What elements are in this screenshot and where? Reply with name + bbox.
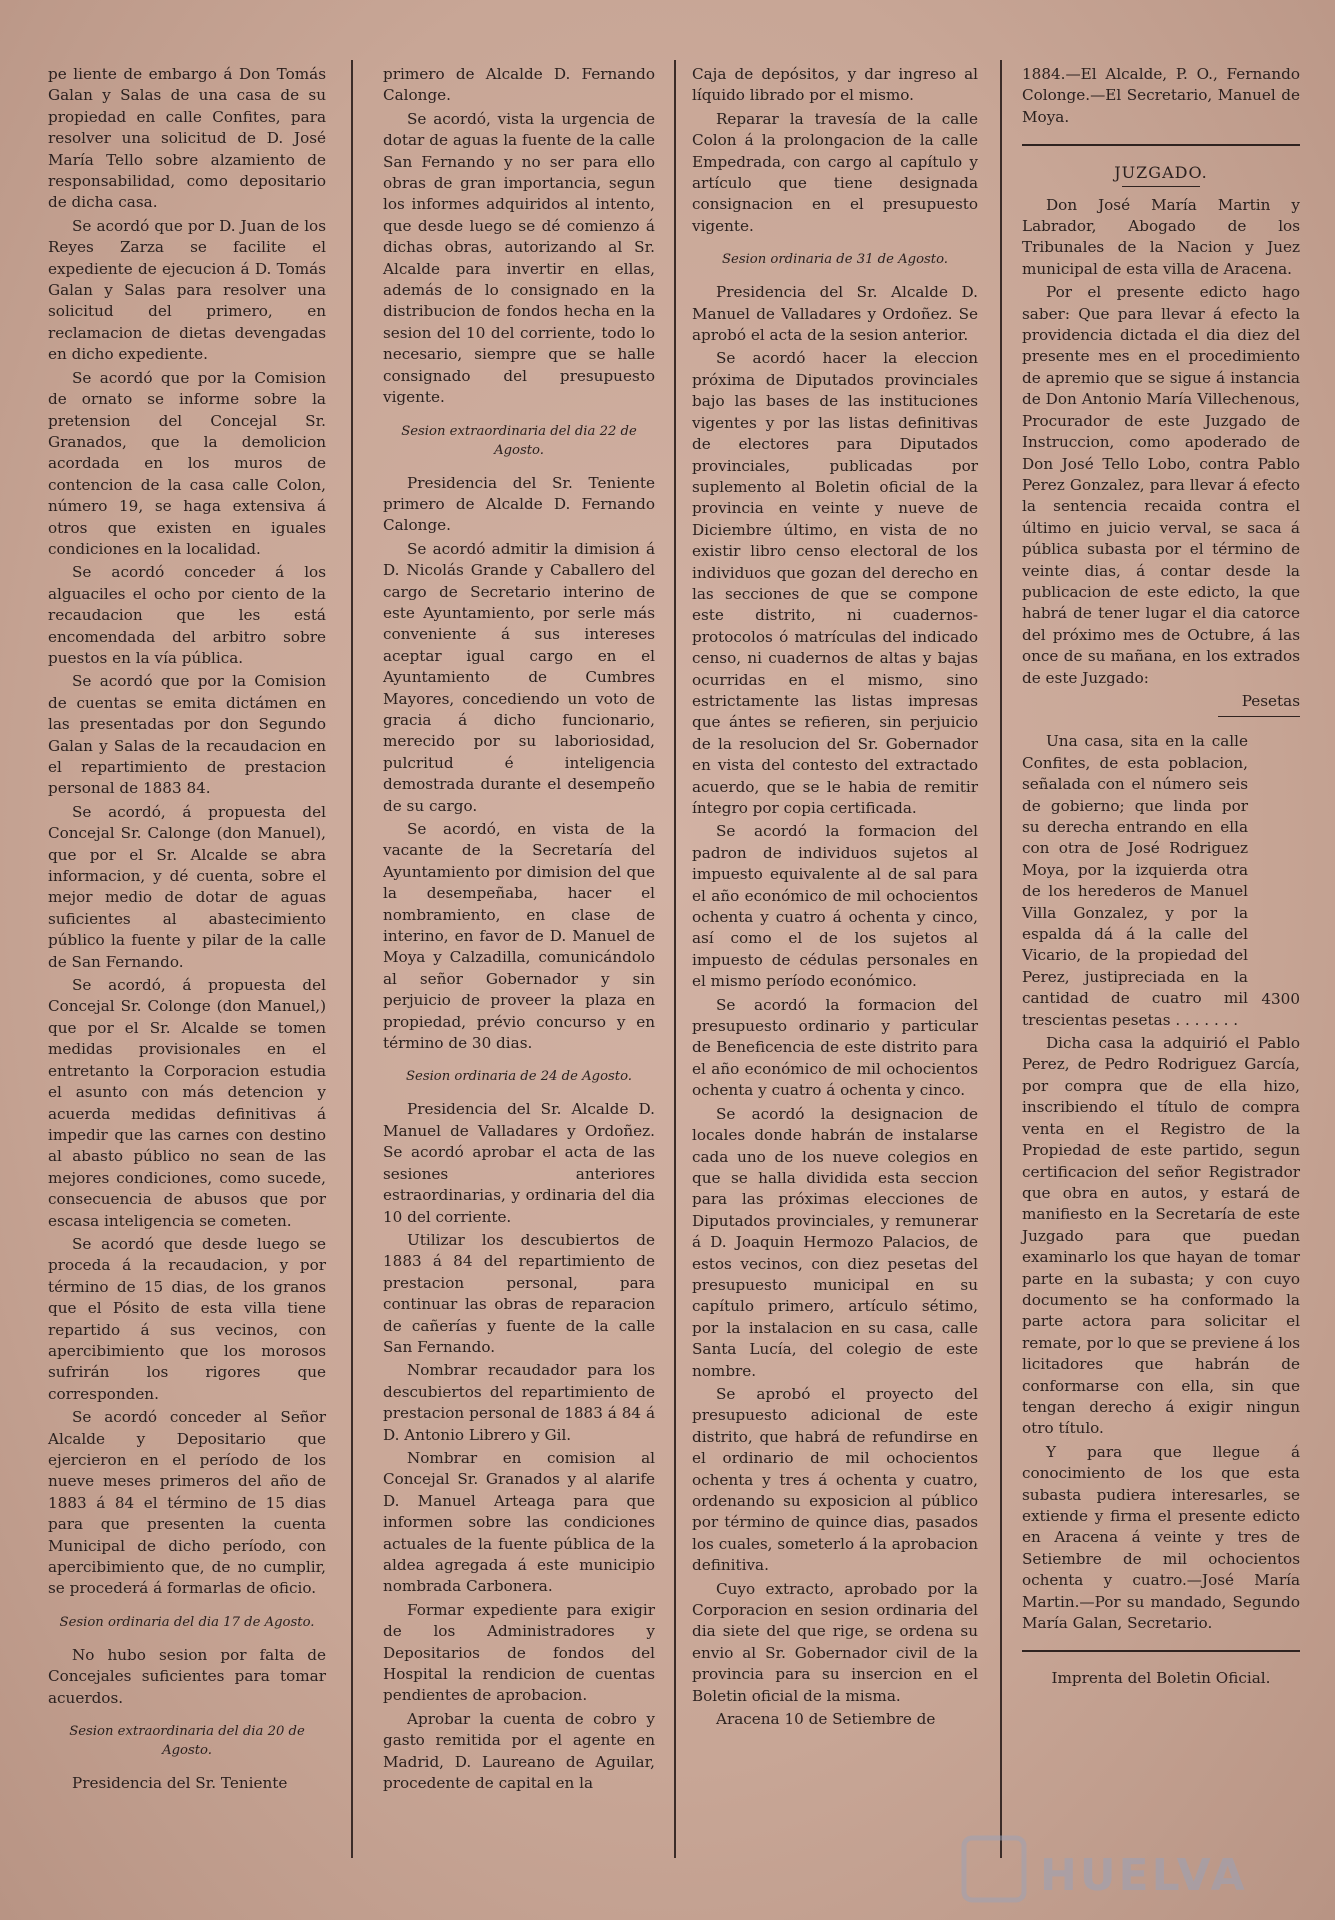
section-heading: JUZGADO. (1114, 163, 1208, 183)
paragraph: Presidencia del Sr. Teniente primero de Alcalde D. Fernando Calonge. (383, 473, 655, 535)
paragraph: Cuyo extracto, aprobado por la Corporacion en sesion ordinaria del dia siete del que rige, se ordena su envio al Sr. Gobernador civil de la provincia para su insercion en el Boletin oficial de la misma. (692, 1579, 978, 1705)
paragraph: Dicha casa la adquirió el Pablo Perez, de Pedro Rodriguez García, por compra que de ella hizo, inscribiendo el título de compra venta en el Registro de la Propiedad de este partido, segun certificacion del señor Registrador que obra en autos, y estará de manifiesto en la Secretaría de este Juzgado para que puedan examinarlo los que hayan de tomar parte en la subasta; y con cuyo documento se ha conformado la parte actora para solicitar el remate, por lo que se previene á los licitadores que habrán de conformarse con ella, sin que tengan derecho á exigir ningun otro título. (1022, 1034, 1300, 1438)
edict-body (1022, 1033, 1300, 1634)
paragraph: Se acordó conceder al Señor Alcalde y Depositario que ejercieron en el período de los nueve meses primeros del año de 1883 á 84 el término de 15 dias para que presenten la cuenta Municipal de dicho período, con apercibimiento que, de no cumplir, se procederá á formarlas de oficio. (48, 1408, 326, 1598)
paragraph: Y para que llegue á conocimiento de los que esta subasta pudiera interesarles, se extiende y firma el presente edicto en Aracena á veinte y tres de Setiembre de mil ochocientos ochenta y cuatro.—José María Martin.—Por su mandado, Segundo María Galan, Secretario. (1022, 1442, 1300, 1633)
pesetas-label: Pesetas (1241, 691, 1300, 710)
paragraph: Se acordó, á propuesta del Concejal Sr. Calonge (don Manuel), que por el Sr. Alcalde se abra informacion, y dé cuenta, sobre el mejor medio de dotar de aguas suficientes al abastecimiento público la fuente y pilar de la calle de San Fernando. (48, 802, 326, 971)
signature-line: 1884.—El Alcalde, P. O., Fernando Colonge.—El Secretario, Manuel de Moya. (1022, 65, 1300, 126)
paragraph: Se acordó que por D. Juan de los Reyes Zarza se facilite el expediente de ejecucion á D. Tomás Galan y Salas para resolver una solicitud del primero, en reclamacion de dietas devengadas en dicho expediente. (48, 216, 326, 364)
paragraph: Se acordó que por la Comision de ornato se informe sobre la pretension del Concejal Sr. Granados, que la demolicion acordada en los muros de contencion de la casa calle Colon, número 19, se haga extensiva á otros que existen en iguales condiciones en la localidad. (48, 368, 326, 558)
column-3 (692, 64, 978, 1732)
paragraph: Se acordó la designacion de locales donde habrán de instalarse cada uno de los nueve colegios en que se halla dividida esta seccion para las próximas elecciones de Diputados provinciales, y remunerar á D. Joaquin Hermozo Palacios, de estos vecinos, con diez pesetas del presupuesto municipal en su capítulo primero, artículo sétimo, por la instalacion en su casa, calle Santa Lucía, del colegio de este nombre. (692, 1104, 978, 1380)
paragraph: Nombrar recaudador para los descubiertos del repartimiento de prestacion personal de 1883 á 84 á D. Antonio Librero y Gil. (383, 1361, 655, 1444)
watermark-text: HUELVA (1040, 1850, 1248, 1901)
paragraph: Aprobar la cuenta de cobro y gasto remitida por el agente en Madrid, D. Laureano de Aguilar, procedente de capital en la (383, 1709, 655, 1793)
footer-rule (1022, 1650, 1300, 1652)
paragraph: Se acordó, á propuesta del Concejal Sr. Colonge (don Manuel,) que por el Sr. Alcalde se tomen medidas provisionales en el entretanto la Corporacion estudia el asunto con más detencion y acuerda medidas definitivas á impedir que las carnes con destino al abasto público no sean de las mejores condiciones, como sucede, consecuencia de abusos que por escasa inteligencia se cometen. (48, 976, 326, 1230)
paragraph: Se acordó admitir la dimision á D. Nicolás Grande y Caballero del cargo de Secretario interino de este Ayuntamiento, por serle más conveniente á sus intereses aceptar igual cargo en el Ayuntamiento de Cumbres Mayores, concediendo un voto de gracia á dicho funcionario, merecido por su laboriosidad, pulcritud é inteligencia demostrada durante el desempeño de su cargo. (383, 539, 655, 815)
session-heading: Sesion ordinaria de 24 de Agosto. (405, 1069, 632, 1085)
property-entry (1022, 731, 1300, 1031)
edict-intro (1022, 195, 1300, 689)
paragraph: No hubo sesion por falta de Concejales suficientes para tomar acuerdos. (48, 1645, 326, 1707)
paragraph: Utilizar los descubiertos de 1883 á 84 del repartimiento de prestacion personal, para continuar las obras de reparacion de cañerías y fuente de la calle San Fernando. (383, 1230, 655, 1356)
paragraph: Se acordó conceder á los alguaciles el ocho por ciento de la recaudacion que les está encomendada del arbitro sobre puestos en la vía pública. (48, 563, 326, 667)
paragraph: Presidencia del Sr. Teniente (72, 1774, 288, 1793)
paragraph: Se acordó hacer la eleccion próxima de Diputados provinciales bajo las bases de las instituciones vigentes y por las listas definitivas de electores para Diputados provinciales, publicadas por suplemento al Boletin oficial de la provincia en veinte y nueve de Diciembre último, en vista de no existir libro censo electoral de los individuos que gozan del derecho en las secciones de que se compone este distrito, ni cuadernos-protocolos ó matrículas del indicado censo, ni cuadernos de altas y bajas ocurridas en el mismo, sino estrictamente las listas impresas que ántes se refieren, sin perjuicio de la resolucion del Sr. Gobernador en vista del contesto del extractado acuerdo, que se le habia de remitir íntegro por copia certificada. (692, 349, 978, 817)
session-heading: Sesion extraordinaria del dia 22 de Agosto. (401, 423, 637, 458)
paragraph: Nombrar en comision al Concejal Sr. Granados y al alarife D. Manuel Arteaga para que informen sobre las condiciones actuales de la fuente pública de la aldea agregada á este municipio nombrada Carbonera. (383, 1448, 655, 1596)
paragraph: Se acordó que desde luego se proceda á la recaudacion, y por término de 15 dias, de los granos que el Pósito de esta villa tiene repartido á sus vecinos, con apercibimiento que los morosos sufrirán los rigores que corresponden. (48, 1234, 326, 1403)
paragraph: pe liente de embargo á Don Tomás Galan y Salas de una casa de su propiedad en calle Confites, para resolver una solicitud de D. José María Tello sobre alzamiento de responsabilidad, como depositario de dicha casa. (48, 65, 326, 212)
paragraph: Presidencia del Sr. Alcalde D. Manuel de Valladares y Ordoñez. Se aprobó el acta de la sesion anterior. (692, 283, 978, 345)
paragraph: Aracena 10 de Setiembre de (716, 1710, 936, 1729)
paragraph: Formar expediente para exigir de los Administradores y Depositarios de fondos del Hospital la rendicion de cuentas pendientes de aprobacion. (383, 1600, 655, 1705)
column-divider (674, 60, 676, 1858)
session-heading: Sesion ordinaria de 31 de Agosto. (721, 252, 948, 268)
paragraph: Se aprobó el proyecto del presupuesto adicional de este distrito, que habrá de refundirse en el ordinario de mil ochocientos ochenta y tres á ochenta y cuatro, ordenando su exposicion al público por término de quince dias, pasados los cuales, someterlo á la aprobacion definitiva. (692, 1384, 978, 1575)
paragraph: Por el presente edicto hago saber: Que para llevar á efecto la providencia dictada el dia diez del presente mes en el procedimiento de apremio que se sigue á instancia de Don Antonio María Villechenous, Procurador de este Juzgado de Instruccion, como apoderado de Don José Tello Lobo, contra Pablo Perez Gonzalez, para llevar á efecto la sentencia recaida contra el último en juicio verval, se saca á pública subasta por el término de veinte dias, á contar desde la publicacion de este edicto, la que habrá de tener lugar el dia catorce del próximo mes de Octubre, á las once de su mañana, en los extrados de este Juzgado: (1022, 283, 1300, 687)
column-1 (48, 64, 326, 1796)
printer-imprint: Imprenta del Boletin Oficial. (1051, 1669, 1271, 1688)
heading-underline (1122, 186, 1200, 187)
section-rule (1022, 144, 1300, 146)
paragraph: Don José María Martin y Labrador, Abogado de los Tribunales de la Nacion y Juez municipal de esta villa de Aracena. (1022, 195, 1300, 278)
paragraph: Se acordó la formacion del presupuesto ordinario y particular de Beneficencia de este distrito para el año económico de mil ochocientos ochenta y cuatro á ochenta y cinco. (692, 995, 978, 1100)
column-4 (1022, 64, 1300, 1692)
column-2 (383, 64, 655, 1796)
session-heading: Sesion ordinaria del dia 17 de Agosto. (59, 1614, 315, 1630)
paragraph: Reparar la travesía de la calle Colon á la prolongacion de la calle Empedrada, con cargo al capítulo y artículo que tiene designada consignacion en el presupuesto vigente. (692, 109, 978, 235)
paragraph: primero de Alcalde D. Fernando Calonge. (383, 65, 655, 105)
column-divider (1000, 60, 1002, 1858)
session-heading: Sesion extraordinaria del dia 20 de Agosto. (69, 1724, 305, 1759)
column-divider (351, 60, 353, 1858)
paragraph: Caja de depósitos, y dar ingreso al líquido librado por el mismo. (692, 65, 978, 105)
paragraph: Se acordó, vista la urgencia de dotar de aguas la fuente de la calle San Fernando y no ser para ello obras de gran importancia, segun los informes adquiridos al intento, que desde luego se dé comienzo á dichas obras, autorizando al Sr. Alcalde para invertir en ellas, además de lo consignado en la distribucion de fondos hecha en la sesion del 10 del corriente, todo lo necesario, siempre que se halle consignado del presupuesto vigente. (383, 109, 655, 407)
property-amount: 4300 (1261, 989, 1300, 1008)
watermark-logo (960, 1832, 1250, 1912)
paragraph: Se acordó que por la Comision de cuentas se emita dictámen en las presentadas por don Segundo Galan y Salas de la recaudacion en el repartimiento de prestacion personal de 1883 84. (48, 672, 326, 798)
property-description: Una casa, sita en la calle Confites, de esta poblacion, señalada con el número seis de gobierno; que linda por su derecha entrando en ella con otra de José Rodriguez Moya, por la izquierda otra de los herederos de Manuel Villa Gonzalez, y por la espalda dá á la calle del Vicario, de la propiedad del Perez, justipreciada en la cantidad de cuatro mil trescientas pesetas . . . . . . . (1022, 732, 1248, 1029)
paragraph: Se acordó, en vista de la vacante de la Secretaría del Ayuntamiento por dimision del que la desempeñaba, hacer el nombramiento, en clase de interino, en favor de D. Manuel de Moya y Calzadilla, comunicándolo al señor Gobernador y sin perjuicio de proveer la plaza en propiedad, prévio concurso y en término de 30 dias. (383, 820, 655, 1053)
paragraph: Presidencia del Sr. Alcalde D. Manuel de Valladares y Ordoñez. Se acordó aprobar el acta de las sesiones anteriores estraordinarias, y ordinaria del dia 10 del corriente. (383, 1100, 655, 1226)
paragraph: Se acordó la formacion del padron de individuos sujetos al impuesto equivalente al de sal para el año económico de mil ochocientos ochenta y cuatro á ochenta y cinco, así como el de los sujetos al impuesto de cédulas personales en el mismo período económico. (692, 822, 978, 991)
pesetas-rule (1218, 716, 1300, 717)
